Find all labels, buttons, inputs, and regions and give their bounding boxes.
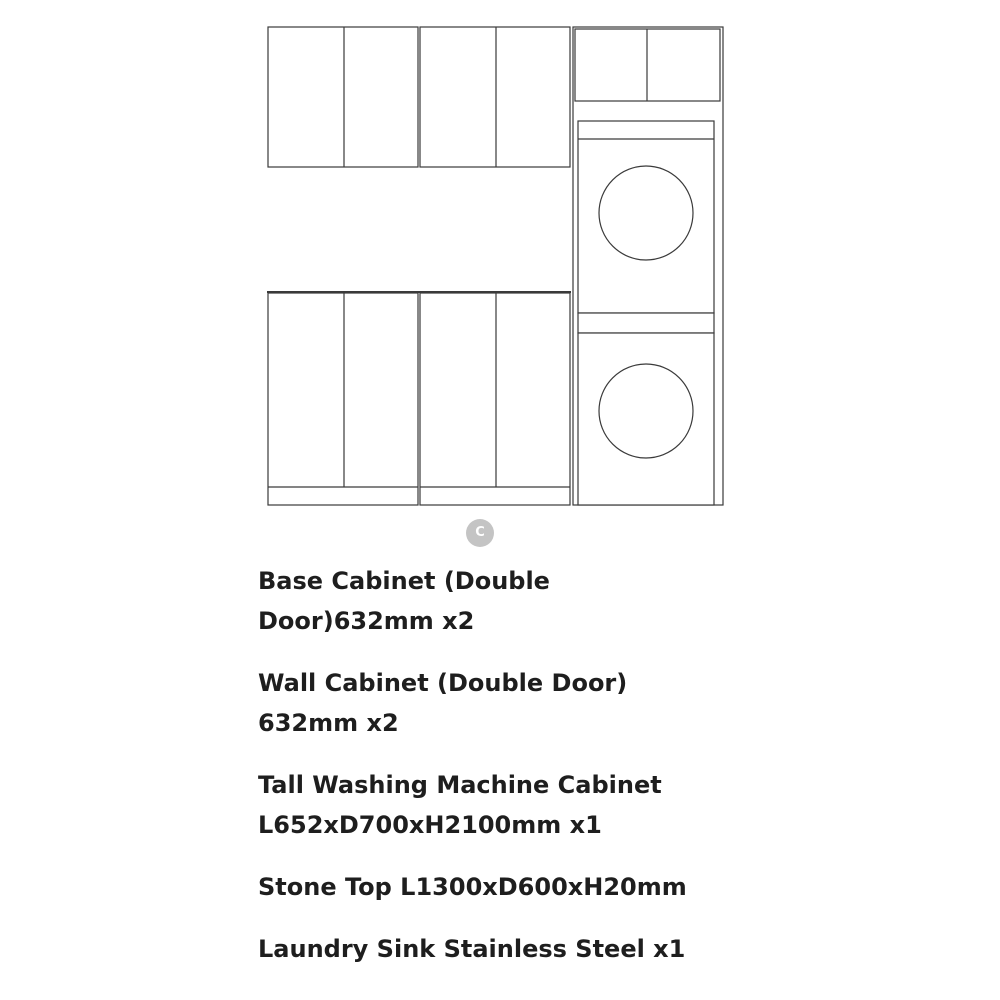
wall-cabinet-left bbox=[268, 27, 418, 167]
base-cabinet-left-frame bbox=[268, 293, 418, 505]
base-cabinet-right bbox=[420, 293, 570, 505]
base-cabinet-right-frame bbox=[420, 293, 570, 505]
spec-wall-cabinet: Wall Cabinet (Double Door) 632mm x2 bbox=[258, 669, 628, 737]
dryer-door-circle bbox=[599, 166, 693, 260]
specification-list bbox=[258, 561, 778, 991]
washer-door-circle bbox=[599, 364, 693, 458]
spec-tall-washing-machine-cabinet: Tall Washing Machine Cabinet L652xD700xH2100mm x1 bbox=[258, 771, 662, 839]
spec-base-cabinet: Base Cabinet (Double Door)632mm x2 bbox=[258, 567, 550, 635]
stacking-kit bbox=[578, 313, 714, 333]
spec-laundry-sink: Laundry Sink Stainless Steel x1 bbox=[258, 935, 686, 963]
spec-stone-top: Stone Top L1300xD600xH20mm bbox=[258, 873, 687, 901]
wall-cabinet-right-frame bbox=[420, 27, 570, 167]
tall-washing-machine-cabinet bbox=[573, 27, 723, 505]
wall-cabinet-right bbox=[420, 27, 570, 167]
option-c-badge: C bbox=[466, 519, 494, 547]
base-cabinet-left bbox=[268, 293, 418, 505]
wall-cabinet-left-frame bbox=[268, 27, 418, 167]
